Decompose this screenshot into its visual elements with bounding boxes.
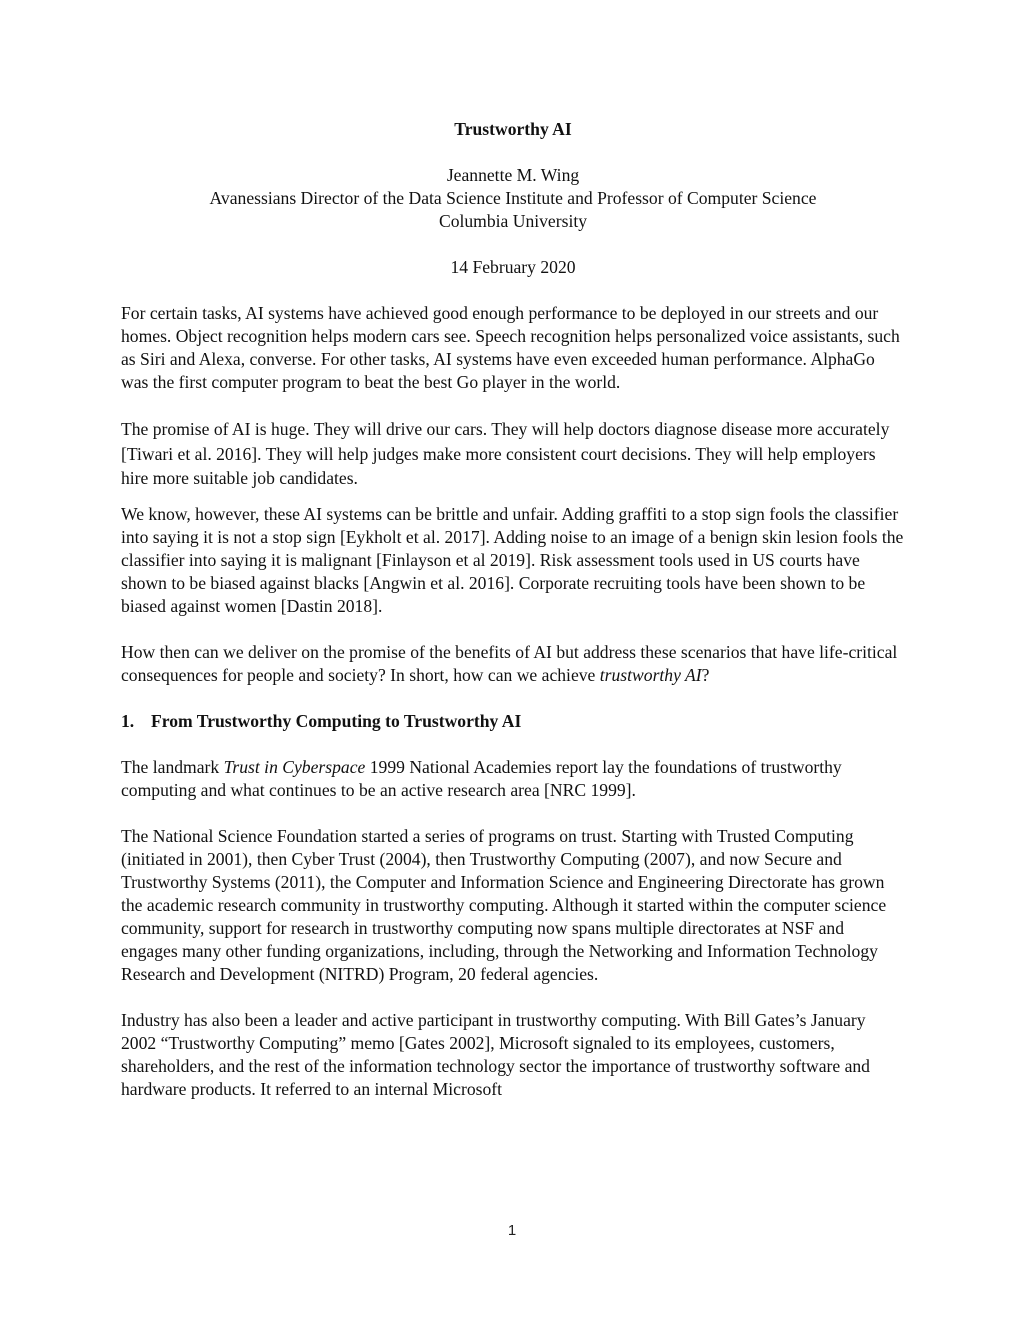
section-paragraph-1-text: The landmark bbox=[121, 756, 224, 777]
section-heading bbox=[121, 710, 905, 733]
author-institution: Columbia University bbox=[438, 211, 588, 231]
document-page bbox=[121, 118, 905, 1101]
intro-paragraph-3: We know, however, these AI systems can be brittle and unfair. Adding graffiti to a stop sign fools the classifier into saying it is not a stop sign [Eykholt et al. 2017]. Adding noise to an image of a benign skin lesion fools the classifier into saying it is malignant [Finlayson et al 2019]. Risk assessment tools used in US courts have shown to be biased against blacks [Angwin et al. 2016]. Corporate recruiting tools have been shown to be biased against women [Dastin 2018]. bbox=[121, 503, 904, 616]
intro-paragraph-4-text: How then can we deliver on the promise of the benefits of AI but address these scenarios that have life-critical consequences for people and society? In short, how can we achieve bbox=[121, 641, 898, 685]
intro-paragraph-1: For certain tasks, AI systems have achieved good enough performance to be deployed in our streets and our homes. Object recognition helps modern cars see. Speech recognition helps personalized voice assistants, such as Siri and Alexa, converse. For other tasks, AI systems have even exceeded human performance. AlphaGo was the first computer program to beat the best Go player in the world. bbox=[121, 303, 900, 392]
paper-date: 14 February 2020 bbox=[450, 257, 576, 277]
section-paragraph-3: Industry has also been a leader and active participant in trustworthy computing. With Bill Gates’s January 2002 “Trustworthy Computing” memo [Gates 2002], Microsoft signaled to its employees, customers, shareholders, and the rest of the information technology sector the importance of trustworthy software and hardware products. It referred to an internal Microsoft bbox=[121, 1009, 870, 1099]
paper-title: Trustworthy AI bbox=[454, 119, 572, 139]
page-number: 1 bbox=[507, 1222, 517, 1239]
intro-paragraph-4-emphasis: trustworthy AI bbox=[599, 664, 702, 685]
author-name: Jeannette M. Wing bbox=[446, 165, 580, 185]
section-paragraph-1-end: 1999 National Academies report lay the foundations of trustworthy computing and what continues to be an active research area [NRC 1999]. bbox=[121, 756, 842, 800]
author-affiliation: Avanessians Director of the Data Science Institute and Professor of Computer Science bbox=[209, 188, 817, 208]
section-number: 1. bbox=[121, 710, 135, 731]
section-paragraph-2: The National Science Foundation started a series of programs on trust. Starting with Trusted Computing (initiated in 2001), then Cyber Trust (2004), then Trustworthy Computing (2007), and now Secure and Trustworthy Systems (2011), the Computer and Information Science and Engineering Directorate has grown the academic research community in trustworthy computing. Although it started within the computer science community, support for research in trustworthy computing now spans multiple directorates at NSF and engages many other funding organizations, including, through the Networking and Information Technology Research and Development (NITRD) Program, 20 federal agencies. bbox=[121, 825, 887, 984]
intro-paragraph-4-end: ? bbox=[701, 664, 710, 685]
intro-paragraph-4 bbox=[121, 641, 905, 687]
report-title: Trust in Cyberspace bbox=[223, 756, 366, 777]
section-title: From Trustworthy Computing to Trustworthy AI bbox=[151, 710, 522, 731]
intro-paragraph-2: The promise of AI is huge. They will drive our cars. They will help doctors diagnose disease more accurately [Tiwari et al. 2016]. They will help judges make more consistent court decisions. They will help employers hire more suitable job candidates. bbox=[121, 419, 890, 488]
section-paragraph-1 bbox=[121, 756, 905, 802]
